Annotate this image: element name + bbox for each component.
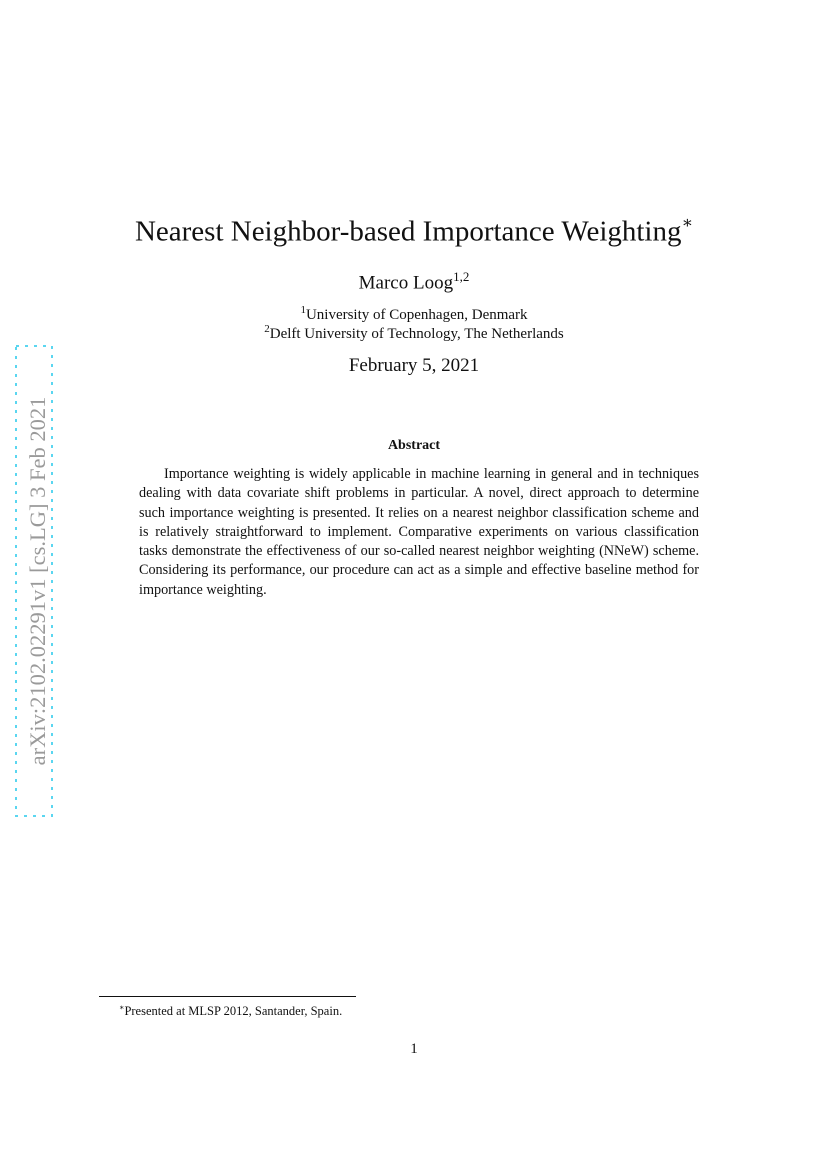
author-affiliation-marks: 1,2 [453, 269, 470, 284]
affiliation-2 [0, 319, 828, 344]
arxiv-stamp-text: arXiv:2102.02291v1 [cs.LG] 3 Feb 2021 [25, 396, 50, 766]
footnote-text: Presented at MLSP 2012, Santander, Spain. [124, 1004, 343, 1019]
paper-title [0, 207, 828, 250]
abstract-body: Importance weighting is widely applicable in machine learning in general and in techniques dealing with data covariate shift problems in particular. A novel, direct approach to determine such importance weighting is presented. It relies on a nearest neighbor classification scheme and is relatively straightforward to implement. Comparative experiments on various classification tasks demonstrate the effectiveness of our so-called nearest neighbor weighting (NNeW) scheme. Considering its performance, our procedure can act as a simple and effective baseline method for importance weighting. [139, 466, 699, 598]
abstract-heading: Abstract [387, 438, 441, 453]
title-footnote-mark: ∗ [681, 213, 694, 232]
author-name: Marco Loog [358, 272, 454, 294]
arxiv-stamp-graphic [15, 345, 53, 817]
affiliation-1-mark: 1 [300, 304, 306, 316]
page-number: 1 [410, 1041, 418, 1057]
paper-date: February 5, 2021 [348, 355, 480, 376]
footnote [119, 1000, 342, 1019]
affiliation-2-text: Delft University of Technology, The Netherlands [269, 326, 564, 342]
footnote-mark: ∗ [119, 1003, 125, 1012]
arxiv-identifier-stamp[interactable] [15, 345, 53, 817]
paper-title-text: Nearest Neighbor-based Importance Weighting [134, 215, 682, 248]
footnote-divider [99, 996, 356, 997]
affiliation-2-mark: 2 [264, 323, 270, 335]
author-line [0, 265, 828, 295]
affiliation-1-text: University of Copenhagen, Denmark [305, 307, 528, 323]
